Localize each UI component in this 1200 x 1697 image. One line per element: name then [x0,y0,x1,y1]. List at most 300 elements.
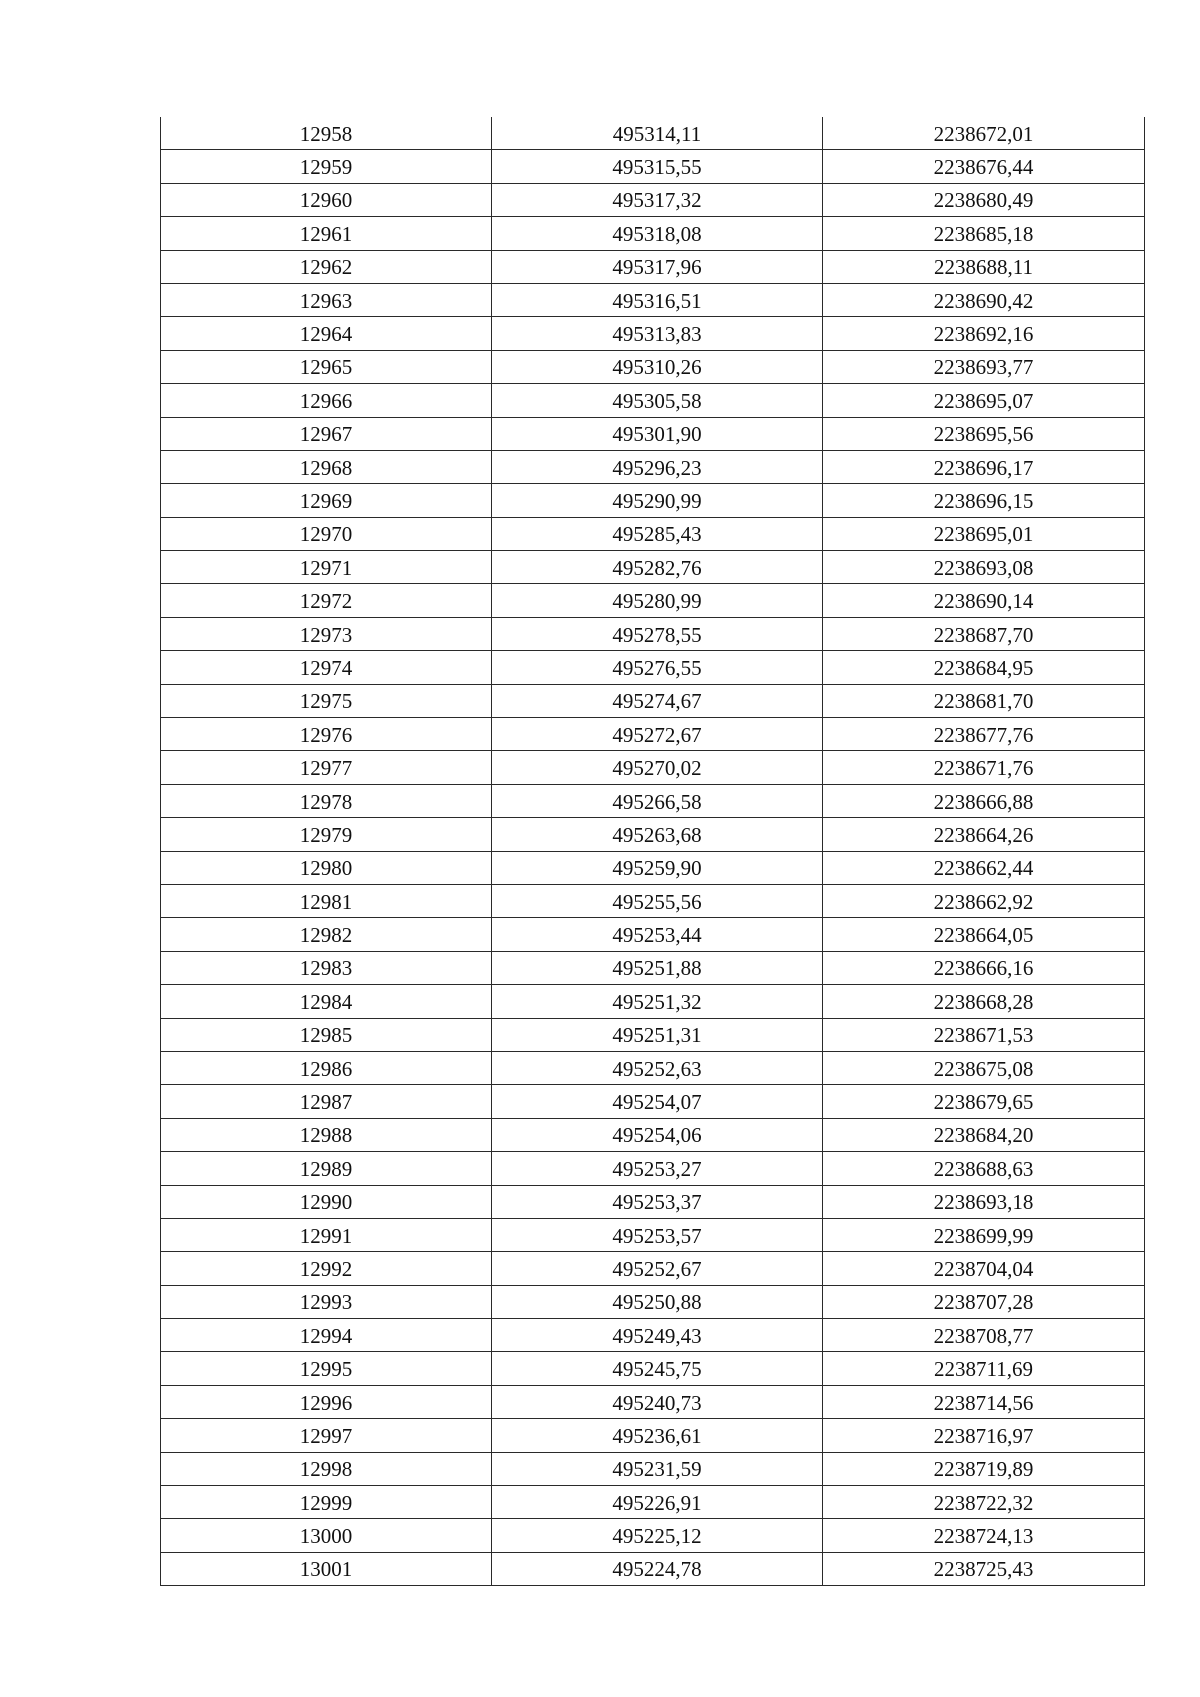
cell-value: 495266,58 [612,789,702,814]
cell-value: 495296,23 [612,455,702,480]
y-coordinate-cell [823,951,1145,984]
cell-value: 495255,56 [612,889,702,914]
cell-value: 12960 [299,188,353,213]
cell-value: 12978 [299,789,353,814]
cell-value: 2238679,65 [933,1090,1034,1115]
cell-value: 495253,27 [612,1156,702,1181]
coordinates-table-body [161,117,1145,1586]
x-coordinate-cell [492,1352,823,1385]
cell-value: 495276,55 [612,655,702,680]
cell-value: 12964 [299,322,353,347]
cell-value: 495231,59 [612,1457,702,1482]
y-coordinate-cell [823,851,1145,884]
cell-value: 495290,99 [612,488,702,513]
table-row [161,484,1145,517]
y-coordinate-cell [823,150,1145,183]
table-row [161,684,1145,717]
y-coordinate-cell [823,384,1145,417]
cell-value: 12976 [299,722,353,747]
point-number-cell [161,150,492,183]
table-row [161,1185,1145,1218]
cell-value: 12969 [299,488,353,513]
cell-value: 495285,43 [612,522,702,547]
y-coordinate-cell [823,1185,1145,1218]
point-number-cell [161,1552,492,1585]
y-coordinate-cell [823,350,1145,383]
point-number-cell [161,851,492,884]
cell-value: 2238672,01 [933,121,1034,146]
point-number-cell [161,317,492,350]
cell-value: 2238704,04 [933,1256,1034,1281]
cell-value: 12983 [299,956,353,981]
table-row [161,751,1145,784]
table-row [161,1385,1145,1418]
x-coordinate-cell [492,517,823,550]
point-number-cell [161,1419,492,1452]
x-coordinate-cell [492,1252,823,1285]
cell-value: 495280,99 [612,589,702,614]
cell-value: 495253,44 [612,923,702,948]
cell-value: 12996 [299,1390,353,1415]
point-number-cell [161,1319,492,1352]
x-coordinate-cell [492,1051,823,1084]
point-number-cell [161,1051,492,1084]
table-row [161,1018,1145,1051]
x-coordinate-cell [492,1385,823,1418]
table-row [161,450,1145,483]
cell-value: 12973 [299,622,353,647]
y-coordinate-cell [823,417,1145,450]
point-number-cell [161,1486,492,1519]
point-number-cell [161,1218,492,1251]
point-number-cell [161,1018,492,1051]
cell-value: 495317,32 [612,188,702,213]
cell-value: 495259,90 [612,856,702,881]
x-coordinate-cell [492,617,823,650]
cell-value: 2238688,11 [934,255,1033,280]
y-coordinate-cell [823,1218,1145,1251]
cell-value: 12967 [299,422,353,447]
cell-value: 495274,67 [612,689,702,714]
cell-value: 2238671,76 [933,756,1034,781]
point-number-cell [161,951,492,984]
table-row [161,651,1145,684]
cell-value: 2238690,14 [933,589,1034,614]
x-coordinate-cell [492,283,823,316]
cell-value: 495315,55 [612,155,702,180]
coordinates-table [160,117,1145,1586]
table-row [161,951,1145,984]
table-row [161,1319,1145,1352]
table-row [161,1552,1145,1585]
cell-value: 2238695,56 [933,422,1034,447]
table-row [161,718,1145,751]
table-row [161,350,1145,383]
cell-value: 495310,26 [612,355,702,380]
cell-value: 12962 [299,255,353,280]
y-coordinate-cell [823,584,1145,617]
cell-value: 2238716,97 [933,1423,1034,1448]
cell-value: 12959 [299,155,353,180]
cell-value: 12984 [299,989,353,1014]
table-row [161,584,1145,617]
y-coordinate-cell [823,818,1145,851]
cell-value: 2238722,32 [933,1490,1034,1515]
point-number-cell [161,1085,492,1118]
y-coordinate-cell [823,985,1145,1018]
point-number-cell [161,283,492,316]
x-coordinate-cell [492,884,823,917]
table-row [161,1452,1145,1485]
cell-value: 12975 [299,689,353,714]
point-number-cell [161,384,492,417]
cell-value: 12998 [299,1457,353,1482]
table-row [161,1252,1145,1285]
cell-value: 495245,75 [612,1357,702,1382]
y-coordinate-cell [823,1519,1145,1552]
point-number-cell [161,684,492,717]
cell-value: 2238693,77 [933,355,1034,380]
cell-value: 12965 [299,355,353,380]
x-coordinate-cell [492,1218,823,1251]
cell-value: 2238668,28 [933,989,1034,1014]
point-number-cell [161,751,492,784]
x-coordinate-cell [492,584,823,617]
x-coordinate-cell [492,751,823,784]
cell-value: 2238662,44 [933,856,1034,881]
cell-value: 2238684,20 [933,1123,1034,1148]
cell-value: 12980 [299,856,353,881]
cell-value: 495263,68 [612,822,702,847]
x-coordinate-cell [492,450,823,483]
cell-value: 495250,88 [612,1290,702,1315]
point-number-cell [161,517,492,550]
y-coordinate-cell [823,551,1145,584]
cell-value: 12963 [299,288,353,313]
y-coordinate-cell [823,718,1145,751]
cell-value: 495278,55 [612,622,702,647]
cell-value: 495226,91 [612,1490,702,1515]
y-coordinate-cell [823,1486,1145,1519]
table-row [161,250,1145,283]
cell-value: 495254,07 [612,1090,702,1115]
x-coordinate-cell [492,1018,823,1051]
point-number-cell [161,417,492,450]
cell-value: 12968 [299,455,353,480]
y-coordinate-cell [823,1352,1145,1385]
x-coordinate-cell [492,150,823,183]
table-row [161,317,1145,350]
cell-value: 2238707,28 [933,1290,1034,1315]
cell-value: 2238725,43 [933,1557,1034,1582]
y-coordinate-cell [823,1385,1145,1418]
cell-value: 2238680,49 [933,188,1034,213]
table-row [161,784,1145,817]
point-number-cell [161,217,492,250]
point-number-cell [161,250,492,283]
cell-value: 495316,51 [612,288,702,313]
cell-value: 12966 [299,388,353,413]
table-row [161,1152,1145,1185]
table-row [161,217,1145,250]
cell-value: 2238693,08 [933,555,1034,580]
point-number-cell [161,718,492,751]
x-coordinate-cell [492,417,823,450]
cell-value: 495240,73 [612,1390,702,1415]
table-row [161,117,1145,150]
table-row [161,1486,1145,1519]
cell-value: 12991 [299,1223,353,1248]
x-coordinate-cell [492,250,823,283]
table-row [161,417,1145,450]
cell-value: 495253,37 [612,1190,702,1215]
table-row [161,150,1145,183]
y-coordinate-cell [823,1552,1145,1585]
point-number-cell [161,918,492,951]
table-row [161,183,1145,216]
cell-value: 2238675,08 [933,1056,1034,1081]
point-number-cell [161,1185,492,1218]
cell-value: 495254,06 [612,1123,702,1148]
cell-value: 12979 [299,822,353,847]
cell-value: 2238696,15 [933,488,1034,513]
cell-value: 2238724,13 [933,1524,1034,1549]
x-coordinate-cell [492,1552,823,1585]
cell-value: 495305,58 [612,388,702,413]
cell-value: 12990 [299,1190,353,1215]
cell-value: 12972 [299,589,353,614]
point-number-cell [161,1252,492,1285]
table-row [161,1218,1145,1251]
x-coordinate-cell [492,317,823,350]
y-coordinate-cell [823,884,1145,917]
cell-value: 495301,90 [612,422,702,447]
cell-value: 495253,57 [612,1223,702,1248]
x-coordinate-cell [492,484,823,517]
table-row [161,517,1145,550]
table-row [161,1051,1145,1084]
y-coordinate-cell [823,183,1145,216]
x-coordinate-cell [492,217,823,250]
cell-value: 12970 [299,522,353,547]
table-row [161,818,1145,851]
x-coordinate-cell [492,951,823,984]
y-coordinate-cell [823,1419,1145,1452]
cell-value: 495272,67 [612,722,702,747]
table-row [161,918,1145,951]
x-coordinate-cell [492,651,823,684]
x-coordinate-cell [492,985,823,1018]
cell-value: 2238684,95 [933,655,1034,680]
cell-value: 2238681,70 [933,689,1034,714]
cell-value: 495313,83 [612,322,702,347]
table-row [161,1419,1145,1452]
point-number-cell [161,884,492,917]
table-row [161,384,1145,417]
point-number-cell [161,584,492,617]
x-coordinate-cell [492,117,823,150]
cell-value: 12993 [299,1290,353,1315]
table-row [161,551,1145,584]
point-number-cell [161,651,492,684]
cell-value: 2238664,26 [933,822,1034,847]
y-coordinate-cell [823,484,1145,517]
table-row [161,851,1145,884]
cell-value: 495251,31 [612,1023,702,1048]
x-coordinate-cell [492,1152,823,1185]
point-number-cell [161,350,492,383]
cell-value: 12958 [299,121,353,146]
cell-value: 12992 [299,1256,353,1281]
cell-value: 2238688,63 [933,1156,1034,1181]
table-row [161,1118,1145,1151]
cell-value: 2238666,16 [933,956,1034,981]
cell-value: 2238719,89 [933,1457,1034,1482]
x-coordinate-cell [492,1519,823,1552]
y-coordinate-cell [823,1018,1145,1051]
cell-value: 2238677,76 [933,722,1034,747]
cell-value: 2238695,07 [933,388,1034,413]
cell-value: 495251,88 [612,956,702,981]
x-coordinate-cell [492,384,823,417]
cell-value: 12995 [299,1357,353,1382]
y-coordinate-cell [823,784,1145,817]
point-number-cell [161,784,492,817]
y-coordinate-cell [823,217,1145,250]
cell-value: 2238699,99 [933,1223,1034,1248]
x-coordinate-cell [492,551,823,584]
y-coordinate-cell [823,1319,1145,1352]
cell-value: 495252,67 [612,1256,702,1281]
cell-value: 2238685,18 [933,221,1034,246]
y-coordinate-cell [823,517,1145,550]
point-number-cell [161,450,492,483]
cell-value: 12977 [299,756,353,781]
point-number-cell [161,551,492,584]
point-number-cell [161,1519,492,1552]
y-coordinate-cell [823,117,1145,150]
x-coordinate-cell [492,784,823,817]
y-coordinate-cell [823,1152,1145,1185]
cell-value: 2238664,05 [933,923,1034,948]
cell-value: 12974 [299,655,353,680]
cell-value: 2238692,16 [933,322,1034,347]
cell-value: 2238687,70 [933,622,1034,647]
point-number-cell [161,484,492,517]
y-coordinate-cell [823,250,1145,283]
table-row [161,1285,1145,1318]
y-coordinate-cell [823,1085,1145,1118]
y-coordinate-cell [823,1051,1145,1084]
x-coordinate-cell [492,851,823,884]
y-coordinate-cell [823,617,1145,650]
point-number-cell [161,1118,492,1151]
cell-value: 2238696,17 [933,455,1034,480]
cell-value: 12961 [299,221,353,246]
cell-value: 12982 [299,923,353,948]
point-number-cell [161,985,492,1018]
y-coordinate-cell [823,450,1145,483]
y-coordinate-cell [823,283,1145,316]
x-coordinate-cell [492,1118,823,1151]
x-coordinate-cell [492,1419,823,1452]
cell-value: 495251,32 [612,989,702,1014]
cell-value: 495224,78 [612,1557,702,1582]
table-row [161,1519,1145,1552]
x-coordinate-cell [492,350,823,383]
cell-value: 2238676,44 [933,155,1034,180]
y-coordinate-cell [823,1252,1145,1285]
cell-value: 2238666,88 [933,789,1034,814]
table-row [161,1352,1145,1385]
cell-value: 2238662,92 [933,889,1034,914]
cell-value: 12986 [299,1056,353,1081]
cell-value: 495314,11 [612,121,702,146]
y-coordinate-cell [823,918,1145,951]
table-row [161,617,1145,650]
x-coordinate-cell [492,1285,823,1318]
point-number-cell [161,1285,492,1318]
point-number-cell [161,183,492,216]
cell-value: 12994 [299,1323,353,1348]
cell-value: 12981 [299,889,353,914]
x-coordinate-cell [492,1486,823,1519]
y-coordinate-cell [823,751,1145,784]
cell-value: 495249,43 [612,1323,702,1348]
point-number-cell [161,818,492,851]
cell-value: 2238714,56 [933,1390,1034,1415]
cell-value: 2238708,77 [933,1323,1034,1348]
point-number-cell [161,117,492,150]
y-coordinate-cell [823,317,1145,350]
y-coordinate-cell [823,1118,1145,1151]
cell-value: 495236,61 [612,1423,702,1448]
x-coordinate-cell [492,1452,823,1485]
point-number-cell [161,1452,492,1485]
point-number-cell [161,1352,492,1385]
x-coordinate-cell [492,1185,823,1218]
table-row [161,1085,1145,1118]
cell-value: 13001 [299,1557,353,1582]
cell-value: 2238693,18 [933,1190,1034,1215]
x-coordinate-cell [492,918,823,951]
point-number-cell [161,1152,492,1185]
cell-value: 12989 [299,1156,353,1181]
cell-value: 495252,63 [612,1056,702,1081]
table-row [161,985,1145,1018]
cell-value: 2238671,53 [933,1023,1034,1048]
cell-value: 12971 [299,555,353,580]
y-coordinate-cell [823,1452,1145,1485]
table-row [161,283,1145,316]
cell-value: 12997 [299,1423,353,1448]
x-coordinate-cell [492,718,823,751]
x-coordinate-cell [492,818,823,851]
table-row [161,884,1145,917]
y-coordinate-cell [823,651,1145,684]
cell-value: 12985 [299,1023,353,1048]
cell-value: 495225,12 [612,1524,702,1549]
x-coordinate-cell [492,1085,823,1118]
cell-value: 12988 [299,1123,353,1148]
cell-value: 495270,02 [612,756,702,781]
cell-value: 2238711,69 [934,1357,1033,1382]
cell-value: 2238690,42 [933,288,1034,313]
cell-value: 13000 [299,1524,353,1549]
cell-value: 495317,96 [612,255,702,280]
x-coordinate-cell [492,684,823,717]
cell-value: 12999 [299,1490,353,1515]
